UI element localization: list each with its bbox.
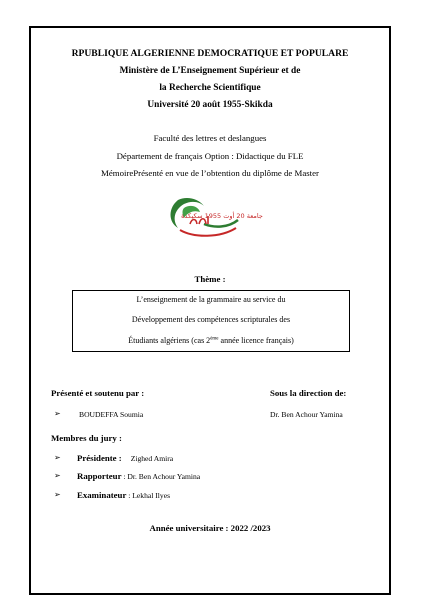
theme-line-1: L’enseignement de la grammaire au service du — [136, 295, 286, 304]
ministry-line1: Ministère de L’Enseignement Supérieur et de — [119, 66, 301, 76]
bullet-arrow-icon: ➢ — [54, 471, 61, 480]
bullet-arrow-icon: ➢ — [54, 453, 61, 462]
jury-member-examinateur — [77, 490, 170, 500]
jury-member-rapporteur — [77, 471, 200, 481]
republic-title: RPUBLIQUE ALGERIENNE DEMOCRATIQUE ET POPULARE — [71, 48, 349, 59]
academic-year: Année universitaire : 2022 /2023 — [149, 523, 271, 533]
ministry-line2: la Recherche Scientifique — [159, 83, 261, 93]
theme-line-3-end: année licence français) — [218, 336, 294, 345]
theme-line-3 — [73, 336, 349, 345]
direction-label: Sous la direction de: — [270, 388, 347, 398]
memoire-purpose: MémoirePrésenté en vue de l’obtention du diplôme de Master — [101, 168, 319, 178]
jury-label: Membres du jury : — [51, 433, 122, 443]
jury-role: Examinateur — [77, 490, 127, 500]
department-name: Département de français Option : Didactique du FLE — [116, 151, 304, 161]
jury-role: Rapporteur — [77, 471, 122, 481]
university-name: Université 20 août 1955-Skikda — [147, 100, 273, 110]
student-name: BOUDEFFA Soumia — [79, 410, 144, 419]
logo-red-base — [180, 228, 236, 236]
jury-name: Zighed Amira — [130, 454, 174, 463]
jury-separator: : — [126, 491, 133, 500]
jury-separator: : — [116, 453, 122, 463]
jury-name: Dr. Ben Achour Yamina — [127, 472, 201, 481]
jury-name: Lekhal Ilyes — [132, 491, 171, 500]
jury-member-presidente — [77, 453, 173, 463]
theme-line-2: Développement des compétences scripturales des — [131, 315, 291, 324]
supervisor-name: Dr. Ben Achour Yamina — [270, 410, 343, 419]
faculty-name: Faculté des lettres et deslangues — [153, 133, 267, 143]
theme-box — [72, 290, 350, 352]
bullet-arrow-icon: ➢ — [54, 490, 61, 499]
bullet-arrow-icon: ➢ — [54, 409, 61, 418]
logo-arabic-text: جامعة 20 أوت 1955 سكيكدة — [181, 212, 263, 220]
theme-line-3-start: Étudiants algériens (cas 2 — [128, 336, 211, 345]
jury-role: Présidente — [77, 453, 117, 463]
theme-line-3-sup: ème — [210, 336, 219, 342]
jury-separator: : — [121, 472, 128, 481]
logo-green-arc — [204, 220, 238, 227]
theme-label: Thème : — [194, 274, 226, 284]
university-logo — [164, 194, 263, 240]
presented-by-label: Présenté et soutenu par : — [51, 388, 145, 398]
